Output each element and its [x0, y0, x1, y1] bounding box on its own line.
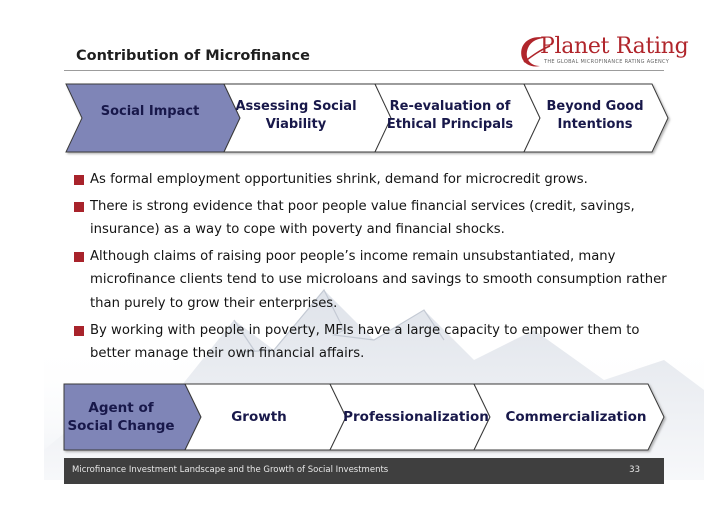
bullet-item	[70, 195, 670, 242]
bottom-step-1-label: Agent of Social Change	[67, 400, 175, 434]
bullet-item	[70, 245, 670, 316]
bullet-item	[70, 168, 670, 192]
top-step-1-label: Social Impact	[100, 104, 200, 119]
bullet-text: By working with people in poverty, MFIs have a large capacity to empower them to better manage their own financial affairs.	[90, 322, 640, 362]
top-step-4-label: Beyond Good Intentions	[546, 99, 644, 132]
bullet-text: As formal employment opportunities shrink, demand for microcredit grows.	[90, 172, 588, 187]
bullet-item	[70, 319, 670, 366]
bullet-square-icon	[74, 202, 84, 212]
bullet-square-icon	[74, 326, 84, 336]
top-step-3-label: Re-evaluation of Ethical Principals	[386, 99, 514, 132]
bullet-square-icon	[74, 175, 84, 185]
slide-title: Contribution of Microfinance	[76, 48, 310, 64]
logo-tagline: THE GLOBAL MICROFINANCE RATING AGENCY	[544, 59, 670, 65]
logo-wordmark: Planet Rating	[540, 34, 689, 59]
bottom-step-2-label: Growth	[231, 409, 287, 425]
footer-text: Microfinance Investment Landscape and the Growth of Social Investments	[72, 465, 389, 475]
bullet-square-icon	[74, 252, 84, 262]
bullet-text: There is strong evidence that poor people value financial services (credit, savings, insurance) as a way to cope with poverty and financial shocks.	[90, 198, 635, 238]
bullet-text: Although claims of raising poor people’s income remain unsubstantiated, many microfinance clients tend to use microloans and savings to smooth consumption rather than purely to grow their enterprises.	[90, 248, 667, 311]
bullet-list	[70, 168, 670, 369]
top-step-2-label: Assessing Social Viability	[235, 99, 357, 132]
bottom-step-4-label: Commercialization	[505, 409, 647, 425]
bottom-step-3-label: Professionalization	[343, 409, 489, 425]
page-number: 33	[629, 465, 640, 475]
footer-bar	[64, 458, 664, 484]
